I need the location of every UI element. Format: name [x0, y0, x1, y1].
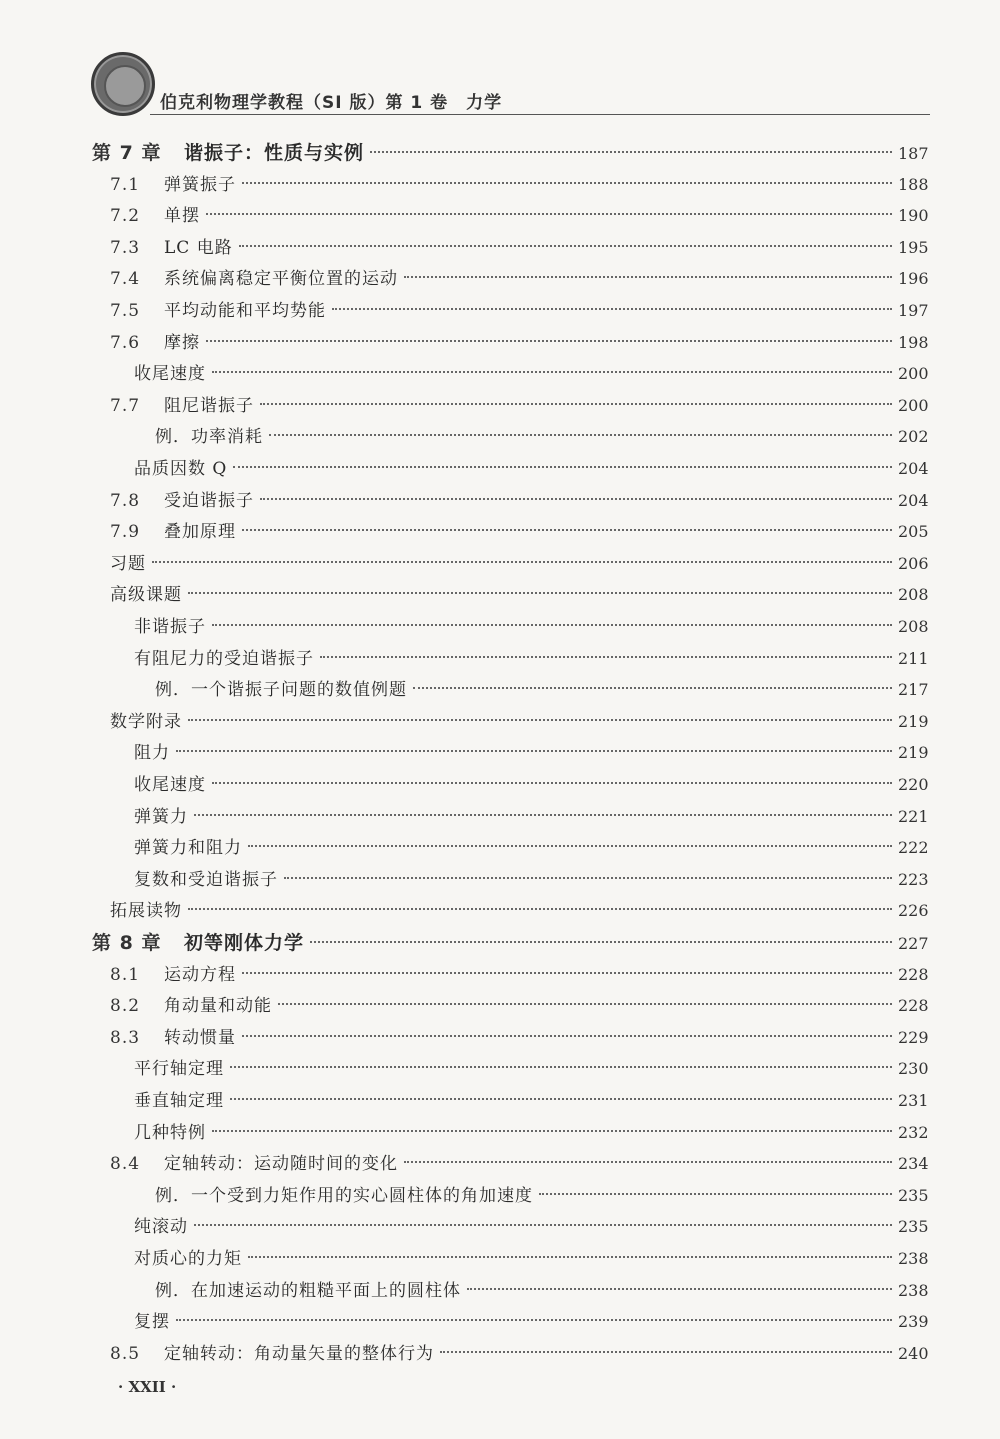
toc-entry-page: 230 [898, 1059, 929, 1079]
toc-entry-title: 受迫谐振子 [164, 490, 254, 511]
leader-dots [212, 782, 892, 784]
toc-entry-page: 240 [898, 1343, 929, 1363]
toc-entry-title: 复数和受迫谐振子 [134, 869, 278, 890]
toc-entry-page: 200 [898, 395, 929, 415]
toc-entry-title: 角动量和动能 [164, 996, 272, 1017]
toc-entry-page: 195 [898, 237, 929, 257]
toc-entry-row [110, 233, 928, 263]
leader-dots [230, 1066, 892, 1068]
toc-entry-number: 第 7 章 [92, 142, 162, 164]
leader-dots [404, 1161, 892, 1163]
toc-entry-row [134, 1212, 928, 1242]
leader-dots [242, 529, 892, 531]
toc-entry-title: 对质心的力矩 [134, 1249, 242, 1269]
leader-dots [233, 466, 892, 468]
toc-entry-title: 谐振子：性质与实例 [184, 142, 365, 164]
toc-entry-title: 单摆 [164, 206, 200, 227]
toc-entry-row [110, 991, 928, 1021]
toc-entry-title: 定轴转动：运动随时间的变化 [164, 1154, 398, 1175]
toc-chapter-row [92, 928, 928, 958]
leader-dots [239, 245, 892, 247]
leader-dots [176, 750, 892, 752]
toc-entry-title: 收尾速度 [134, 364, 206, 385]
toc-entry-title: 数学附录 [110, 711, 182, 732]
toc-entry-row [134, 1307, 928, 1337]
leader-dots [440, 1351, 892, 1353]
toc-entry-row [155, 1181, 928, 1211]
leader-dots [176, 1319, 892, 1321]
toc-entry-page: 235 [898, 1185, 929, 1205]
toc-entry-row [134, 1244, 928, 1274]
toc-entry-row [134, 1054, 928, 1084]
toc-entry-page: 198 [898, 332, 929, 352]
toc-entry-page: 232 [898, 1122, 929, 1142]
toc-entry-row [134, 612, 928, 642]
toc-entry-page: 197 [898, 301, 929, 320]
leader-dots [310, 941, 892, 943]
toc-entry-title: 例．功率消耗 [155, 427, 263, 448]
toc-entry-page: 188 [898, 174, 929, 194]
toc-entry-page: 238 [898, 1249, 929, 1268]
toc-entry-row [134, 359, 928, 389]
toc-entry-title: 垂直轴定理 [134, 1091, 224, 1111]
leader-dots [206, 213, 892, 215]
toc-entry-page: 211 [898, 648, 929, 668]
leader-dots [242, 1035, 892, 1037]
toc-entry-row [155, 422, 928, 452]
toc-entry-title: 例．一个谐振子问题的数值例题 [155, 680, 407, 701]
toc-entry-number: 7.6 [110, 332, 141, 353]
toc-entry-title: 高级课题 [110, 585, 182, 606]
toc-entry-row [110, 328, 928, 358]
leader-dots [212, 371, 892, 373]
header-rule [150, 114, 930, 115]
toc-entry-number: 第 8 章 [92, 932, 162, 954]
toc-entry-row [110, 960, 928, 990]
toc-entry-number: 7.4 [110, 269, 141, 290]
toc-entry-row [110, 201, 928, 231]
toc-entry-row [110, 517, 928, 547]
toc-entry-page: 228 [898, 964, 929, 984]
leader-dots [332, 308, 892, 310]
toc-entry-page: 196 [898, 269, 929, 289]
leader-dots [206, 340, 892, 342]
toc-entry-row [134, 1086, 928, 1116]
toc-entry-row [110, 1149, 928, 1179]
toc-entry-row [110, 391, 928, 421]
toc-entry-number: 7.9 [110, 522, 141, 543]
toc-entry-row [134, 1118, 928, 1148]
toc-entry-page: 206 [898, 553, 929, 573]
toc-entry-title: 运动方程 [164, 964, 236, 985]
toc-entry-row [110, 1339, 928, 1369]
toc-entry-number: 7.2 [110, 206, 141, 227]
page-header [0, 0, 1000, 120]
leader-dots [230, 1098, 892, 1100]
leader-dots [248, 1256, 892, 1258]
toc-entry-number: 7.5 [110, 301, 141, 321]
toc-entry-page: 217 [898, 680, 929, 700]
toc-entry-page: 221 [898, 806, 929, 826]
toc-entry-row [134, 802, 928, 832]
toc-entry-page: 200 [898, 364, 929, 384]
toc-entry-page: 204 [898, 459, 929, 478]
toc-entry-title: 转动惯量 [164, 1027, 236, 1048]
toc-entry-page: 226 [898, 901, 929, 921]
toc-entry-title: 纯滚动 [134, 1217, 188, 1238]
leader-dots [539, 1193, 892, 1195]
toc-entry-page: 235 [898, 1217, 929, 1237]
toc-entry-row [110, 549, 928, 579]
leader-dots [320, 656, 892, 658]
toc-entry-title: 几种特例 [134, 1122, 206, 1143]
leader-dots [404, 276, 892, 278]
leader-dots [188, 908, 892, 910]
toc-entry-title: 拓展读物 [110, 901, 182, 922]
toc-entry-row [134, 865, 928, 895]
toc-entry-row [110, 170, 928, 200]
leader-dots [188, 719, 892, 721]
leader-dots [260, 498, 892, 500]
toc-entry-page: 223 [898, 869, 929, 889]
toc-entry-page: 229 [898, 1027, 929, 1047]
toc-entry-row [110, 580, 928, 610]
toc-entry-row [110, 296, 928, 326]
toc-entry-number: 8.5 [110, 1343, 141, 1364]
toc-entry-row [110, 896, 928, 926]
toc-entry-number: 7.3 [110, 237, 141, 258]
toc-entry-page: 187 [898, 144, 929, 163]
toc-entry-title: 非谐振子 [134, 617, 206, 637]
toc-entry-title: 阻力 [134, 743, 170, 764]
page-number: · XXII · [118, 1378, 177, 1396]
leader-dots [278, 1003, 892, 1005]
toc-entry-row [134, 833, 928, 863]
toc-entry-page: 239 [898, 1312, 929, 1332]
toc-entry-title: 叠加原理 [164, 522, 236, 543]
toc-entry-page: 220 [898, 775, 929, 794]
toc-entry-page: 208 [898, 617, 929, 636]
toc-entry-title: 弹簧力和阻力 [134, 838, 242, 859]
toc-entry-title: LC 电路 [164, 237, 233, 258]
toc-entry-title: 复摆 [134, 1312, 170, 1333]
toc-entry-title: 系统偏离稳定平衡位置的运动 [164, 269, 398, 290]
running-header-title: 伯克利物理学教程（SI 版）第 1 卷 力学 [160, 93, 503, 113]
leader-dots [370, 151, 892, 153]
toc-entry-page: 228 [898, 996, 929, 1016]
toc-entry-title: 平行轴定理 [134, 1059, 224, 1080]
toc-entry-title: 习题 [110, 553, 146, 574]
toc-entry-title: 有阻尼力的受迫谐振子 [134, 648, 314, 669]
toc-entry-title: 阻尼谐振子 [164, 395, 254, 416]
toc-entry-row [134, 770, 928, 800]
leader-dots [152, 561, 892, 563]
toc-entry-title: 品质因数 Q [134, 459, 228, 479]
toc-entry-row [110, 707, 928, 737]
leader-dots [413, 687, 892, 689]
toc-entry-title: 弹簧振子 [164, 174, 236, 195]
leader-dots [194, 1224, 892, 1226]
toc-entry-number: 8.2 [110, 996, 141, 1017]
toc-entry-number: 8.1 [110, 964, 141, 985]
toc-entry-title: 摩擦 [164, 332, 200, 353]
toc-entry-number: 8.3 [110, 1027, 141, 1048]
toc-entry-page: 190 [898, 206, 929, 226]
leader-dots [242, 972, 892, 974]
toc-entry-row [134, 738, 928, 768]
toc-entry-page: 204 [898, 490, 929, 510]
toc-entry-page: 208 [898, 585, 929, 605]
toc-entry-title: 定轴转动：角动量矢量的整体行为 [164, 1343, 434, 1364]
toc-entry-page: 238 [898, 1280, 929, 1300]
toc-entry-title: 平均动能和平均势能 [164, 301, 326, 321]
university-seal-icon [91, 52, 155, 116]
toc-entry-row [134, 454, 928, 484]
toc-entry-row [110, 486, 928, 516]
toc-entry-page: 205 [898, 522, 929, 542]
toc-chapter-row [92, 138, 928, 168]
toc-entry-page: 234 [898, 1154, 929, 1174]
toc-entry-number: 7.7 [110, 395, 141, 416]
leader-dots [284, 877, 892, 879]
leader-dots [260, 403, 892, 405]
leader-dots [467, 1288, 892, 1290]
toc-entry-page: 202 [898, 427, 929, 447]
leader-dots [212, 1130, 892, 1132]
leader-dots [242, 182, 892, 184]
toc-entry-row [155, 1276, 928, 1306]
toc-entry-number: 7.1 [110, 174, 141, 195]
toc-entry-page: 227 [898, 934, 929, 953]
toc-entry-number: 8.4 [110, 1154, 141, 1175]
toc-entry-row [155, 675, 928, 705]
leader-dots [194, 814, 892, 816]
leader-dots [248, 845, 892, 847]
leader-dots [212, 624, 892, 626]
toc-entry-title: 弹簧力 [134, 806, 188, 827]
toc-entry-page: 222 [898, 838, 929, 858]
toc-entry-number: 7.8 [110, 490, 141, 511]
toc-entry-title: 收尾速度 [134, 775, 206, 795]
toc-entry-page: 219 [898, 711, 929, 731]
toc-entry-title: 例．在加速运动的粗糙平面上的圆柱体 [155, 1280, 461, 1301]
toc-entry-row [110, 1023, 928, 1053]
toc-entry-title: 例．一个受到力矩作用的实心圆柱体的角加速度 [155, 1185, 533, 1206]
toc-entry-page: 219 [898, 743, 929, 763]
toc-entry-page: 231 [898, 1091, 929, 1110]
toc-entry-title: 初等刚体力学 [184, 932, 305, 954]
toc-entry-row [110, 264, 928, 294]
toc-entry-row [134, 644, 928, 674]
leader-dots [269, 434, 892, 436]
leader-dots [188, 592, 892, 594]
